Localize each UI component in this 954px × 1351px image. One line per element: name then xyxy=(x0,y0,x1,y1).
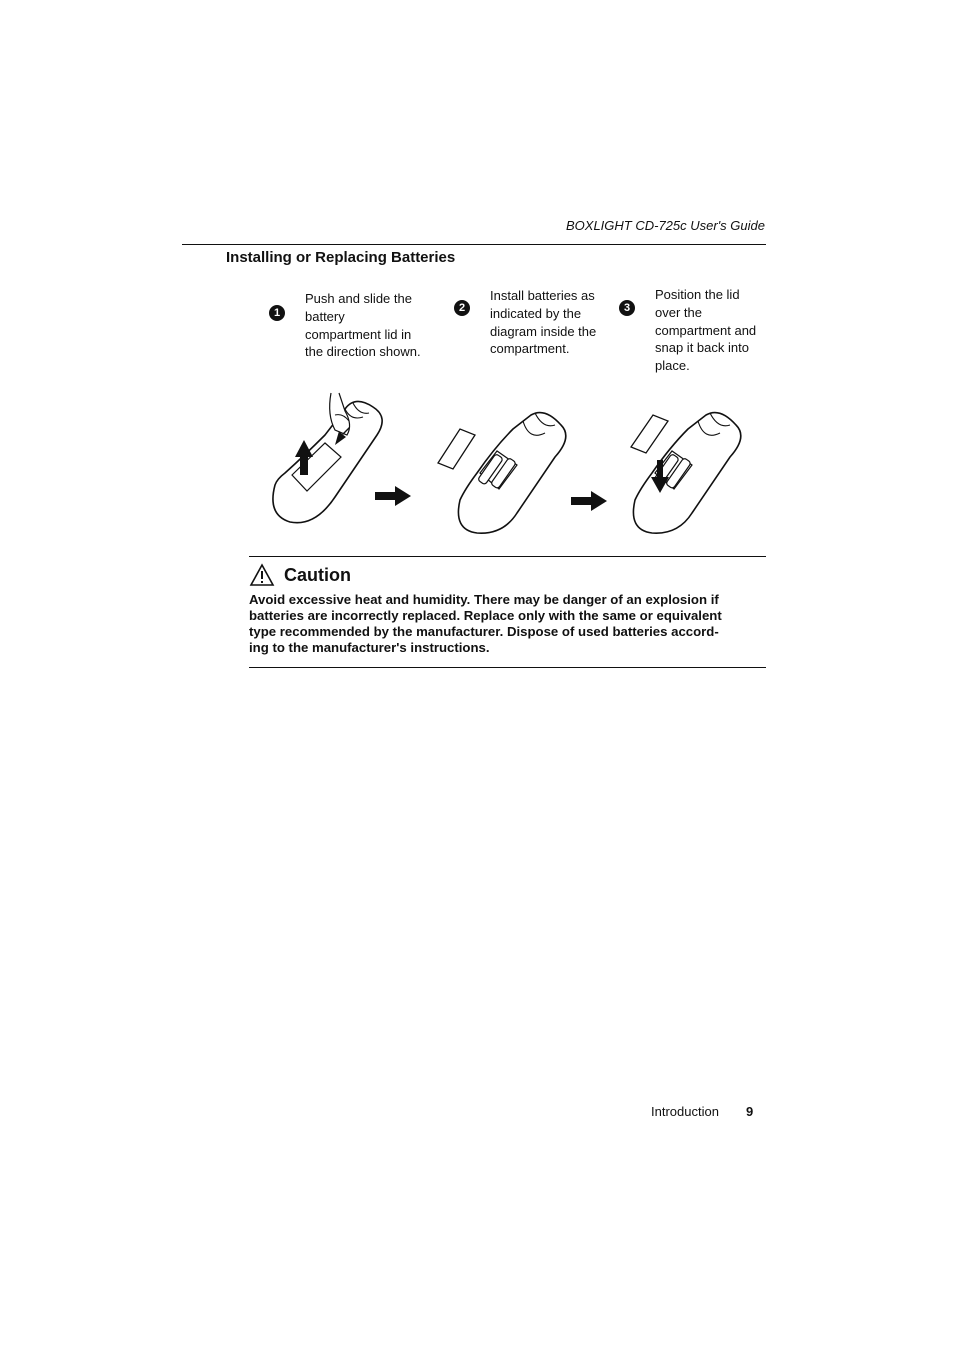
warning-triangle-icon xyxy=(249,563,275,587)
step-1-line: Push and slide the xyxy=(305,291,412,306)
step-3-line: snap it back into xyxy=(655,340,749,356)
caution-text xyxy=(249,592,769,656)
remote-control-open-lid xyxy=(273,393,382,523)
remote-control-batteries xyxy=(438,413,566,534)
step-number-1: 1 xyxy=(269,305,285,321)
step-3-line: over the xyxy=(655,304,702,320)
arrow-right-icon xyxy=(571,491,607,511)
step-3-line: place. xyxy=(655,358,690,374)
caution-bottom-rule xyxy=(249,667,766,668)
remote-control-closing-lid xyxy=(631,413,741,534)
step-2-line: indicated by the xyxy=(490,305,582,321)
step-2-line: diagram inside the xyxy=(490,323,597,339)
step-1-line: compartment lid in xyxy=(305,326,412,342)
step-1-text xyxy=(305,290,421,361)
step-2-line: Install batteries as xyxy=(490,288,595,303)
caution-line: type recommended by the manufacturer. Dispose of used batteries accord- xyxy=(249,624,719,639)
header-rule xyxy=(182,244,766,245)
battery-replacement-illustration xyxy=(255,385,755,540)
step-2-line: compartment. xyxy=(490,341,570,357)
step-1-line: battery xyxy=(305,308,345,324)
footer-section-name: Introduction xyxy=(651,1104,719,1119)
step-number-3: 3 xyxy=(619,300,635,316)
caution-heading: Caution xyxy=(284,565,351,585)
step-1-line: the direction shown. xyxy=(305,344,421,360)
step-2-text xyxy=(490,287,596,358)
caution-line: Avoid excessive heat and humidity. There may be danger of an explosion if xyxy=(249,592,719,607)
running-header: BOXLIGHT CD-725c User's Guide xyxy=(566,218,765,233)
caution-line: batteries are incorrectly replaced. Replace only with the same or equivalent xyxy=(249,608,722,623)
section-title: Installing or Replacing Batteries xyxy=(226,249,456,266)
step-number-2: 2 xyxy=(454,300,470,316)
page-number: 9 xyxy=(746,1104,754,1119)
arrow-right-icon xyxy=(375,486,411,506)
step-3-line: Position the lid xyxy=(655,287,740,302)
step-3-text xyxy=(655,286,756,375)
step-3-line: compartment and xyxy=(655,322,757,338)
caution-top-rule xyxy=(249,556,766,557)
caution-line: ing to the manufacturer's instructions. xyxy=(249,640,490,655)
